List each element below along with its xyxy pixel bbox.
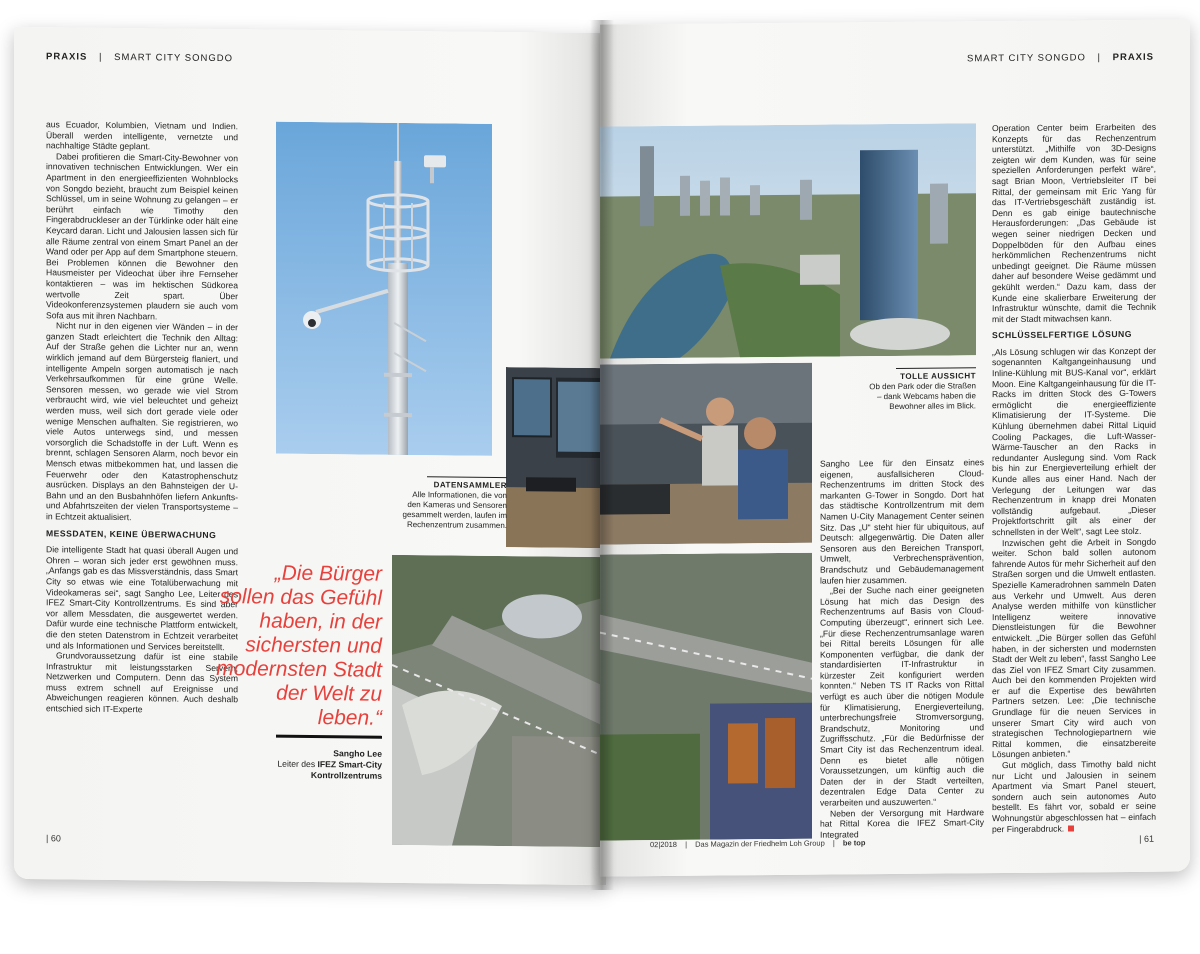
footer-line [650,838,865,849]
caption-rule [427,476,507,478]
paragraph: Sangho Lee für den Einsatz eines eigenen, ausfallsicheren Cloud-Rechenzentrums im dritten Stock des markanten G-Tower in Songdo. Dort hat das städtische Kontrollzentrum mit dem Namen U-City Management Center seinen Sitz. Das „U“ steht hier für ubiquitous, auf Deutsch: allgegenwärtig. Die Daten aller Sensoren aus den Bereichen Transport, Umwelt, Verbrechensprävention, Brandschutz und Gebäudemanagement laufen hier zusammen. [820,457,984,586]
right-column-text [992,122,1156,835]
right-middle-column-text [820,457,984,840]
running-head-title: SMART CITY SONGDO [966,52,1086,65]
paragraph [992,759,1156,835]
right-page [600,19,1190,876]
caption-text: Alle Informationen, die von den Kameras und Sensoren gesammelt werden, laufen im Rechenzentrum zusammen. [402,490,507,531]
aerial-street-photo-right-part [600,553,812,841]
camera-mast-illustration [276,122,492,456]
caption-datensammler [397,476,507,531]
footer-separator: | [832,838,835,848]
section-heading: SCHLÜSSELFERTIGE LÖSUNG [992,329,1132,341]
paragraph: Neben der Versorgung mit Hardware hat Rittal Korea die IFEZ Smart-City Integrated [820,806,984,840]
quote-author-role-1: Leiter des [277,758,316,770]
control-room-illustration [506,367,606,548]
footer-brand: be top [842,838,866,848]
running-head-section: PRAXIS [46,51,88,63]
quote-bar [276,735,382,739]
paragraph: „Bei der Suche nach einer geeigneten Lösung hat mich das Design des Rechenzentrums auf Basis von Cloud-Computing überzeugt“, erinnert sich Lee. „Für diese Rechenzentrumsanlage waren bei Rittal bereits Lösungen für alle Komponenten verfügbar, die dank der standardisierten IT-Infrastruktur in kürzester Zeit konfiguriert werden konnten.“ Neben TS IT Racks von Rittal verfügt es auch über die nötigen Module für Klimatisierung, Energieverteilung, unterbrechungsfreie Stromversorgung, Brandschutz, Monitoring und Zugriffsschutz. „Für die Bedürfnisse der Smart City ist das Rechenzentrum ideal. Denn es bietet alle nötigen Voraussetzungen, um künftig auch die Daten der in der Stadt verteilten, dezentralen Edge Data Center zu verarbeiten und auszuwerten.“ [820,584,984,808]
paragraph: Grundvoraussetzung dafür ist eine stabile Infrastruktur mit leistungsstarken Servern, Netzwerken und Computern. Denn das System muss extrem schnell auf Ereignisse und Abweichungen reagieren können. Auch deshalb entschied sich IT-Experte [46,650,238,715]
city-aerial-illustration [600,123,976,358]
aerial-street-right-illustration [600,553,812,841]
running-head-separator: | [1097,52,1101,64]
control-room-photo-left-part [506,367,606,548]
end-mark-icon [1068,826,1074,832]
footer-magazine: Das Magazin der Friedhelm Loh Group [695,838,825,849]
paragraph: Operation Center beim Erarbeiten des Konzepts für das Rechenzentrum unterstützt. „Mithilfe von 3D-Designs zeigten wir dem Kunden, was für seine speziellen Anforderungen perfekt wäre“, sagt Brian Moon, Vertriebsleiter IT bei Rittal, der gemeinsam mit Eric Yang für das IT-Vertriebsgeschäft zuständig ist. Denn es gab einige bautechnische Herausforderungen: „Das Gebäude ist wegen seiner niedrigen Decken und Doppelböden für den Aufbau eines herkömmlichen Rechenzentrums nicht unbedingt geeignet. Die Räume müssen daher auf besondere Weise gedämmt und gekühlt werden.“ Dazu kam, dass der Kunde eine skalierbare Erweiterung der Infrastruktur wünschte, damit die Technik mit der Stadt mitwachsen kann. [992,121,1156,324]
page-number-right: | 61 [1139,833,1154,844]
pull-quote: „Die Bürger sollen das Gefühl haben, in der sichersten und modernsten Stadt der Welt zu leben.“ [216,561,382,730]
caption-tolle-aussicht [866,367,976,412]
caption-title: TOLLE AUSSICHT [900,371,976,381]
aerial-street-photo-left-part [392,555,606,847]
running-head-title: SMART CITY SONGDO [114,51,234,65]
final-paragraph: Gut möglich, dass Timothy bald nicht nur Licht und Jalousien in seinem Apartment via Smart Panel steuert, sondern auch sein autonomes Auto bestellt. Es fährt vor, sobald er seine Wohnungstür abgeschlossen hat – einfach per Fingerabdruck. [992,758,1156,834]
paragraph: Nicht nur in den eigenen vier Wänden – in der ganzen Stadt erleichtert die Technik den Alltag: Auf der Straße gehen die Lichter nur an, wenn wirklich jemand auf dem Bürgersteig flaniert, und intelligente Ampeln sorgen automatisch je nach Verkehrsaufkommen für eine grüne Welle. Sensoren messen, wo gerade wie viel Strom verbraucht wird, wie viel beleuchtet und geheizt werden muss, weil sich dort gerade viele oder wenige Menschen aufhalten. Sie registrieren, wo viele Autos unterwegs sind, und messen vorsorglich die Schadstoffe in der Luft. Wenn es brennt, schlagen Sensoren Alarm, noch bevor ein Mensch etwas mitbekommen hat, und lassen die Feuerwehr oder den Katastrophenschutz ausrücken. Displays an den Bahnsteigen der U-Bahn und an den Busbahnhöfen liefern Ankunfts- und Abfahrtszeiten der vielen Transportsysteme – in Echtzeit aktualisiert. [46,320,238,523]
aerial-street-illustration [392,555,606,847]
city-aerial-photo [600,123,976,358]
running-head-right [967,52,1154,65]
paragraph: Die intelligente Stadt hat quasi überall Augen und Ohren – woran sich jeder erst gewöhnen muss. „Anfangs gab es das Missverständnis, dass Smart City so etwas wie eine Totalüberwachung mit Videokameras sei“, sagt Sangho Lee, Leiter des IFEZ Smart-City Kontrollzentrums. Es sind aber vor allem Messdaten, die ausgewertet werden. Dafür wurde eine technische Plattform entwickelt, die den steten Datenstrom in Echtzeit verarbeitet und als Informationen und Services bereitstellt. [46,544,238,652]
quote-author-role-2: IFEZ Smart-City [317,759,382,770]
control-room-photo-right-part [600,363,812,545]
paragraph: Dabei profitieren die Smart-City-Bewohner von innovativen technischen Entwicklungen. Wer ein Apartment in den energieeffizienten Wohnblocks von Songdo bezieht, braucht zum Beispiel keinen Schlüssel, um in seine Wohnung zu gelangen – er berührt einfach wie Timothy den Fingerabdruckleser an der Türklinke oder hält eine Keycard daran. Licht und Jalousien lassen sich für alle Räume zentral von einem Smart Panel an der Wand oder per App auf dem Smartphone steuern. Bei Problemen können die Bewohner den Hausmeister per Videochat über ihre Fernseher kontaktieren – was im hektischen Südkorea wertvolle Zeit spart. Über Videokonferenzsystemen plaudern sie auch vom Sofa aus mit ihren Nachbarn. [46,151,238,322]
camera-mast-photo [276,122,492,456]
paragraph: aus Ecuador, Kolumbien, Vietnam und Indien. Überall werden intelligente, vernetzte und nachhaltige Städte geplant. [46,119,238,152]
page-number-left: | 60 [46,833,61,844]
running-head-separator: | [99,51,103,63]
caption-text: Ob den Park oder die Straßen – dank Webcams haben die Bewohner alles im Blick. [869,381,976,412]
quote-author [276,735,382,782]
running-head-left [46,51,233,64]
footer-separator: | [685,839,688,849]
footer-issue: 02|2018 [650,839,677,850]
quote-author-name: Sangho Lee [333,748,382,759]
paragraph: Inzwischen geht die Arbeit in Songdo weiter. Schon bald sollen autonom fahrende Autos für mehr Sicherheit auf den Straßen sorgen und die Umwelt entlasten. Spezielle Kameradrohnen sammeln Daten aus Verkehr und Umwelt. Aus deren Analyse werden mithilfe von künstlicher Intelligenz weitere innovative Dienstleistungen für die Bewohner entwickelt. „Die Bürger sollen das Gefühl haben, in der sichersten und modernsten Stadt der Welt zu leben“, fasst Sangho Lee das Ziel von IFEZ Smart City zusammen. Auch bei den kommenden Projekten wird er auf die Expertise des bewährten Partners setzen. Lee: „Die technische Grundlage für die neuen Services in unserer Smart City wird auch von strategischen Technologiepartnern wie Rittal kommen, die einsatzbereite Lösungen anbieten.“ [992,536,1156,760]
paragraph: „Als Lösung schlugen wir das Konzept der sogenannten Kaltgangeinhausung und Inline-Kühlung mit BUS-Kanal vor“, erklärt Moon. Eine Kaltgangeinhausung für die IT-Racks im dritten Stock des G-Towers ermöglicht die energieeffiziente Klimatisierung der IT-Systeme. Die Kühlung übernehmen dabei Rittal Liquid Cooling Packages, die Luft-Wasser-Wärme-Tauscher an den Racks in redundanter Auslegung sind. Vom Rack bis hin zur Energieverteilung erhielt der Kunde alles aus einer Hand. Nach der Verlegung der Leitungen war das Rechenzentrum in knapp drei Monaten vollständig aufgebaut. „Dieser Projektfortschritt gilt als einer der schnellsten in der Welt“, sagt Lee stolz. [992,345,1156,538]
left-page [14,27,606,885]
left-column-text [46,119,238,716]
control-room-operators-illustration [600,363,812,545]
running-head-section: PRAXIS [1112,51,1154,64]
caption-title: DATENSAMMLER [433,480,507,491]
quote-author-role-3: Kontrollzentrums [310,770,382,781]
caption-rule [896,367,976,369]
section-heading: MESSDATEN, KEINE ÜBERWACHUNG [46,527,217,540]
